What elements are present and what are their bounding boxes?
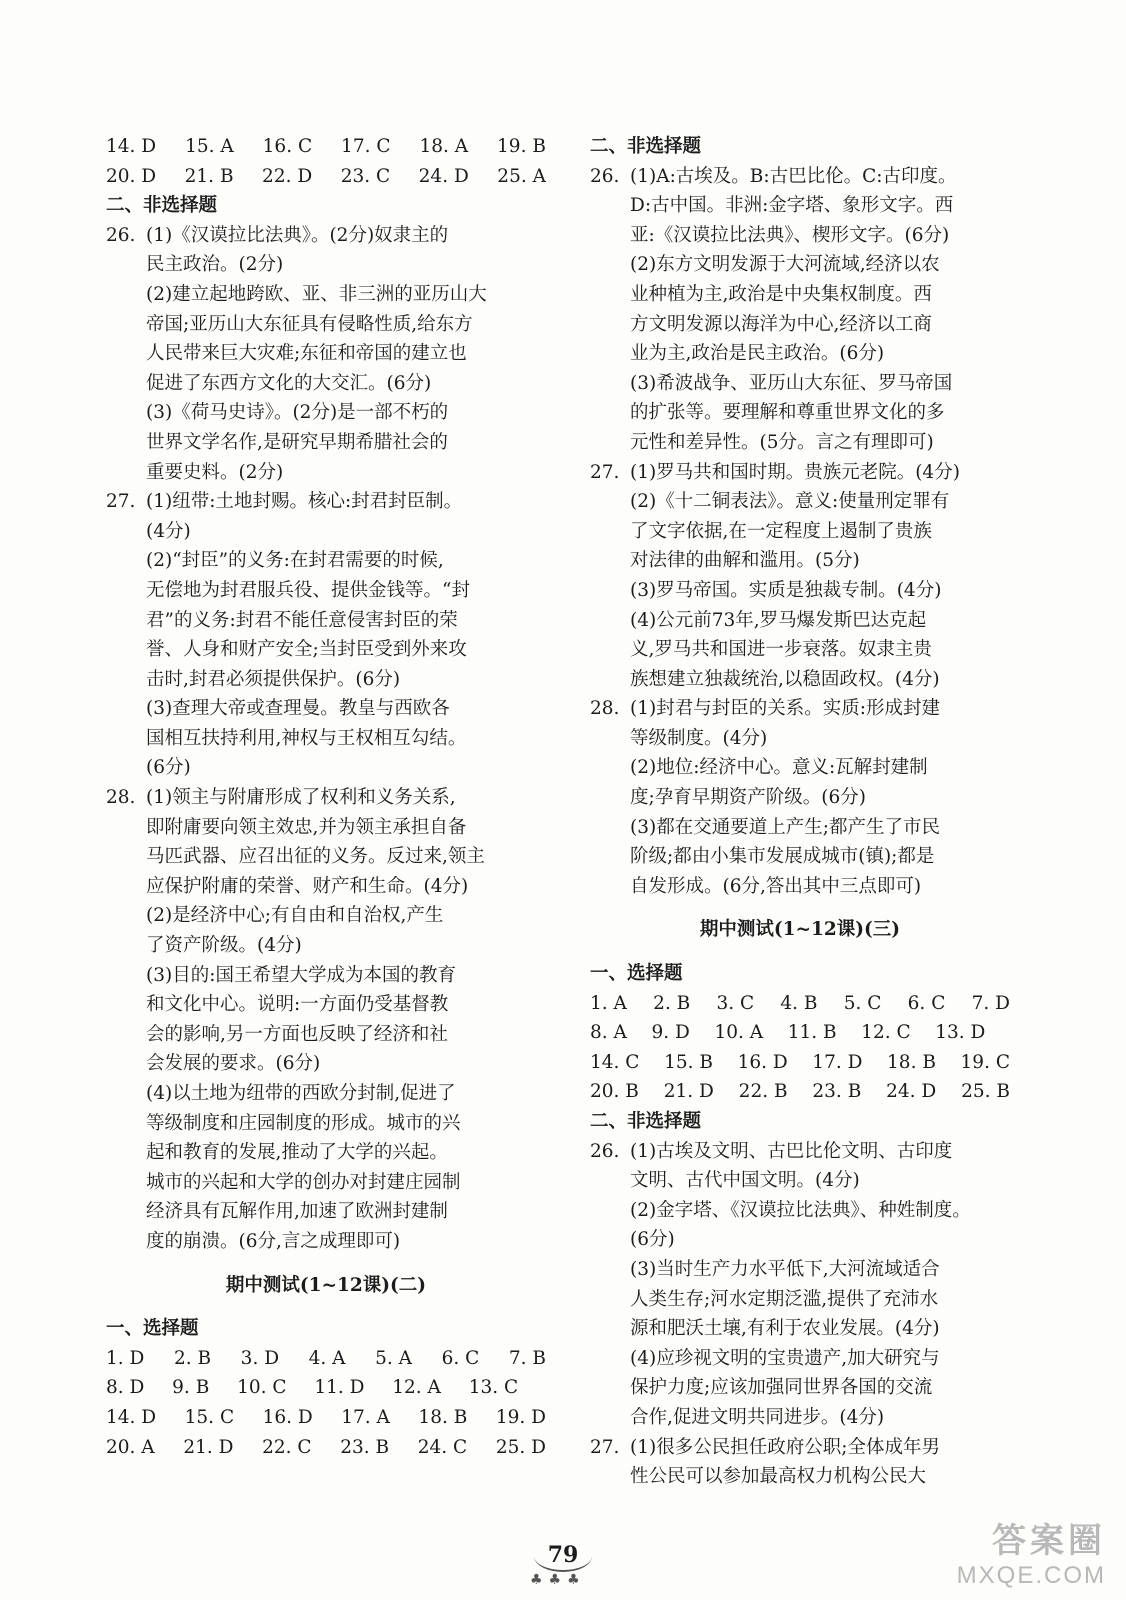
answer-line: 城市的兴起和大学的创办对封建庄园制 (146, 1171, 461, 1193)
section-heading: 二、非选择题 (590, 136, 702, 157)
answer-line: 方文明发源以海洋为中心,经济以工商 (630, 313, 932, 335)
choice-answer: 5. A (375, 1347, 413, 1369)
choice-answer: 24. D (418, 165, 469, 187)
answer-line: 君”的义务:封君不能任意侵害封臣的荣 (146, 609, 458, 631)
answer-line: 帝国;亚历山大东征具有侵略性质,给东方 (146, 313, 473, 335)
answer-line: (3)查理大帝或查理曼。教皇与西欧各 (146, 698, 450, 720)
answer-line: 无偿地为封君服兵役、提供金钱等。“封 (146, 579, 470, 601)
answer-line: (2)建立起地跨欧、亚、非三洲的亚历山大 (146, 283, 487, 305)
choice-answer: 14. C (590, 1051, 640, 1073)
answer-line: 义,罗马共和国进一步衰落。奴隶主贵 (630, 639, 932, 661)
spacer (106, 1300, 546, 1314)
choice-answer: 5. C (843, 992, 882, 1014)
choice-answer: 17. D (812, 1051, 863, 1073)
choice-answer: 4. B (780, 992, 818, 1014)
choice-answer: 8. D (106, 1377, 145, 1399)
answer-line: 的扩张等。要理解和尊重世界文化的多 (630, 402, 945, 424)
question-number: 27. (106, 491, 136, 513)
choice-answer: 25. A (497, 165, 546, 187)
choice-answer: 23. B (812, 1081, 862, 1103)
choice-answer: 13. C (468, 1377, 519, 1399)
question-line (590, 694, 1010, 724)
choice-answer: 4. A (308, 1347, 346, 1369)
choice-answer: 23. B (340, 1436, 390, 1458)
question-number: 27. (590, 1436, 620, 1458)
choice-answer: 12. A (392, 1377, 441, 1399)
choice-answer: 10. A (714, 1022, 764, 1044)
choice-answer: 2. B (653, 992, 691, 1014)
answer-line: (3)目的:国王希望大学成为本国的教育 (146, 964, 456, 986)
choice-answer: 18. B (418, 1406, 468, 1428)
question-line (590, 162, 1010, 192)
choice-answer: 24. C (417, 1436, 468, 1458)
answer-line: 和文化中心。说明:一方面仍受基督教 (146, 994, 449, 1016)
choice-answer: 15. C (184, 1406, 235, 1428)
choice-answer: 11. B (787, 1022, 837, 1044)
answer-line: 源和肥沃土壤,有利于农业发展。(4分) (630, 1318, 940, 1340)
answer-line: 即附庸要向领主效忠,并为领主承担自备 (146, 816, 467, 838)
question-number: 28. (106, 787, 136, 809)
question-number: 26. (590, 165, 620, 187)
answer-line: (6分) (630, 1229, 675, 1251)
question-line (590, 1433, 1010, 1463)
answer-line: (3)都在交通要道上产生;都产生了市民 (630, 816, 940, 838)
choice-answer: 1. D (106, 1347, 145, 1369)
answer-text: (1)纽带:土地封赐。核心:封君封臣制。 (146, 491, 463, 513)
answer-line: 性公民可以参加最高权力机构公民大 (630, 1466, 927, 1488)
answer-line: D:古中国。非洲:金字塔、象形文字。西 (630, 195, 954, 217)
spacer (106, 1257, 546, 1271)
spacer (590, 945, 1010, 959)
watermark (957, 1513, 1106, 1590)
answer-line: (2)是经济中心;有自由和自治权,产生 (146, 905, 444, 927)
answer-line: 对法律的曲解和滥用。(5分) (630, 550, 860, 572)
choice-answer: 16. C (262, 136, 313, 157)
tree-decoration-icon: ♣♣♣ (530, 1572, 586, 1588)
answer-line: (4)以土地为纽带的西欧分封制,促进了 (146, 1083, 456, 1104)
answer-line: (2)“封臣”的义务:在封君需要的时候, (146, 550, 444, 572)
question-line (106, 487, 546, 517)
answer-line: 文明、古代中国文明。(4分) (630, 1170, 860, 1192)
choice-answer: 19. B (497, 136, 546, 157)
answer-row (106, 1403, 546, 1433)
question-number: 26. (590, 1140, 620, 1162)
page-number: 79 (534, 1540, 593, 1572)
answer-line: (4分) (146, 520, 191, 542)
answer-line: 保护力度;应该加强同世界各国的交流 (630, 1377, 933, 1399)
choice-answer: 2. B (173, 1347, 212, 1369)
answer-line: 了文字依据,在一定程度上遏制了贵族 (630, 520, 932, 542)
answer-line: 合作,促进文明共同进步。(4分) (630, 1406, 885, 1428)
test-title: 期中测试(1~12课)(二) (225, 1274, 427, 1296)
answer-line: 等级制度和庄园制度的形成。城市的兴 (146, 1112, 461, 1134)
answer-row (590, 1077, 1010, 1107)
answer-row (590, 989, 1010, 1019)
answer-line: 马匹武器、应召出征的义务。反过来,领主 (146, 846, 485, 868)
test-title: 期中测试(1~12课)(三) (699, 919, 901, 941)
watermark-url: MXQE.COM (956, 1562, 1106, 1589)
answer-line: 会发展的要求。(6分) (146, 1053, 321, 1075)
answer-line: 业种植为主,政治是中央集权制度。西 (630, 283, 932, 305)
answer-line: (3)《荷马史诗》。(2分)是一部不朽的 (146, 402, 449, 424)
right-column (590, 132, 1010, 1492)
answer-line: (3)罗马帝国。实质是独裁专制。(4分) (630, 579, 942, 601)
choice-answer: 17. A (341, 1406, 390, 1428)
choice-answer: 13. D (935, 1022, 986, 1044)
answer-line: (2)金字塔、《汉谟拉比法典》、种姓制度。 (630, 1199, 971, 1221)
answer-line: 度;孕育早期资产阶级。(6分) (630, 787, 866, 809)
answer-row (590, 1048, 1010, 1078)
choice-answer: 6. C (907, 992, 946, 1014)
section-heading: 一、选择题 (106, 1318, 199, 1340)
answer-line: 誉、人身和财产安全;当封臣受到外来攻 (146, 639, 467, 661)
answer-row (106, 162, 546, 192)
answer-line: 族想建立独裁统治,以稳固政权。(4分) (630, 668, 940, 690)
choice-answer: 3. D (240, 1347, 280, 1369)
answer-line: (4)公元前73年,罗马爆发斯巴达克起 (630, 609, 927, 631)
answer-line: 人民带来巨大灾难;东征和帝国的建立也 (146, 343, 467, 365)
question-number: 26. (106, 224, 136, 246)
choice-answer: 12. C (861, 1022, 911, 1044)
choice-answer: 15. A (185, 136, 234, 157)
answer-line: 元性和差异性。(5分。言之有理即可) (630, 431, 934, 453)
choice-answer: 22. D (262, 165, 313, 187)
choice-answer: 21. D (663, 1081, 714, 1103)
choice-answer: 25. B (961, 1081, 1010, 1103)
answer-line: 击时,封君必须提供保护。(6分) (146, 668, 401, 690)
spacer (590, 901, 1010, 915)
choice-answer: 20. A (106, 1436, 155, 1458)
choice-answer: 9. D (651, 1022, 690, 1044)
answer-text: (1)《汉谟拉比法典》。(2分)奴隶主的 (146, 224, 449, 246)
answer-line: 自发形成。(6分,答出其中三点即可) (630, 875, 922, 897)
question-number: 27. (590, 461, 620, 483)
answer-line: 世界文学名作,是研究早期希腊社会的 (146, 431, 448, 453)
answer-line: (2)《十二铜表法》。意义:使量刑定罪有 (630, 491, 950, 513)
choice-answer: 9. B (172, 1377, 210, 1399)
answer-line: (4)应珍视文明的宝贵遗产,加大研究与 (630, 1347, 940, 1369)
choice-answer: 16. D (737, 1051, 788, 1073)
choice-answer: 1. A (590, 992, 627, 1014)
section-heading: 二、非选择题 (106, 195, 218, 217)
answer-line: 亚:《汉谟拉比法典》、楔形文字。(6分) (630, 224, 950, 246)
choice-answer: 17. C (341, 136, 391, 157)
answer-line: 应保护附庸的荣誉、财产和生命。(4分) (146, 875, 469, 897)
answer-row (106, 1344, 546, 1374)
answer-line: 阶级;都由小集市发展成城市(镇);都是 (630, 846, 935, 868)
choice-answer: 21. B (184, 165, 234, 187)
answer-line: 会的影响,另一方面也反映了经济和社 (146, 1023, 448, 1045)
question-line (106, 221, 546, 251)
choice-answer: 7. B (508, 1347, 546, 1369)
choice-answer: 6. C (441, 1347, 480, 1369)
section-heading: 一、选择题 (590, 963, 683, 985)
choice-answer: 24. D (886, 1081, 937, 1103)
question-number: 28. (590, 698, 620, 720)
question-line (106, 783, 546, 813)
choice-answer: 14. D (106, 136, 157, 157)
answer-text: (1)很多公民担任政府公职;全体成年男 (630, 1436, 940, 1458)
choice-answer: 3. C (716, 992, 755, 1014)
answer-row (106, 1373, 546, 1403)
choice-answer: 21. D (183, 1436, 234, 1458)
left-column (106, 132, 546, 1462)
question-line (590, 1137, 1010, 1167)
watermark-logo-text: 答案圈 (992, 1521, 1106, 1561)
choice-answer: 18. A (419, 136, 469, 157)
choice-answer: 7. D (971, 992, 1010, 1014)
answer-row (106, 1433, 546, 1463)
answer-line: 度的崩溃。(6分,言之成理即可) (146, 1230, 401, 1252)
answer-line: (2)东方文明发源于大河流域,经济以农 (630, 254, 940, 276)
choice-answer: 11. D (314, 1377, 365, 1399)
answer-row (106, 132, 546, 162)
answer-row (590, 1018, 1010, 1048)
question-line (590, 458, 1010, 488)
answer-line: 起和教育的发展,推动了大学的兴起。 (146, 1142, 448, 1164)
answer-line: 国相互扶持利用,神权与王权相互勾结。 (146, 727, 467, 749)
answer-line: 促进了东西方文化的大交汇。(6分) (146, 372, 432, 394)
choice-answer: 8. A (590, 1022, 627, 1044)
answer-text: (1)古埃及文明、古巴比伦文明、古印度 (630, 1140, 953, 1162)
answer-line: 民主政治。(2分) (146, 254, 284, 276)
choice-answer: 16. D (262, 1406, 313, 1428)
answer-line: 人类生存;河水定期泛滥,提供了充沛水 (630, 1288, 939, 1310)
choice-answer: 18. B (887, 1051, 936, 1073)
answer-line: (3)当时生产力水平低下,大河流域适合 (630, 1258, 940, 1280)
answer-text: (1)封君与封臣的关系。实质:形成封建 (630, 698, 940, 720)
choice-answer: 20. B (590, 1081, 639, 1103)
choice-answer: 19. D (495, 1406, 546, 1428)
section-heading: 二、非选择题 (590, 1111, 702, 1132)
choice-answer: 22. C (262, 1436, 312, 1458)
answer-line: 等级制度。(4分) (630, 727, 768, 749)
answer-line: (2)地位:经济中心。意义:瓦解封建制 (630, 757, 928, 779)
answer-line: 经济具有瓦解作用,加速了欧洲封建制 (146, 1201, 448, 1223)
answer-line: 业为主,政治是民主政治。(6分) (630, 343, 885, 365)
answer-line: 了资产阶级。(4分) (146, 935, 302, 957)
choice-answer: 22. B (738, 1081, 788, 1103)
choice-answer: 10. C (237, 1377, 287, 1399)
choice-answer: 25. D (495, 1436, 546, 1458)
choice-answer: 15. B (664, 1051, 713, 1073)
answer-text: (1)A:古埃及。B:古巴比伦。C:古印度。 (630, 165, 957, 187)
answer-line: 重要史料。(2分) (146, 461, 284, 483)
answer-text: (1)领主与附庸形成了权利和义务关系, (146, 787, 456, 809)
answer-line: (6分) (146, 757, 191, 779)
choice-answer: 19. C (960, 1051, 1010, 1073)
answer-text: (1)罗马共和国时期。贵族元老院。(4分) (630, 461, 960, 483)
answer-line: (3)希波战争、亚历山大东征、罗马帝国 (630, 372, 953, 394)
choice-answer: 20. D (106, 165, 157, 187)
choice-answer: 14. D (106, 1406, 157, 1428)
choice-answer: 23. C (340, 165, 391, 187)
